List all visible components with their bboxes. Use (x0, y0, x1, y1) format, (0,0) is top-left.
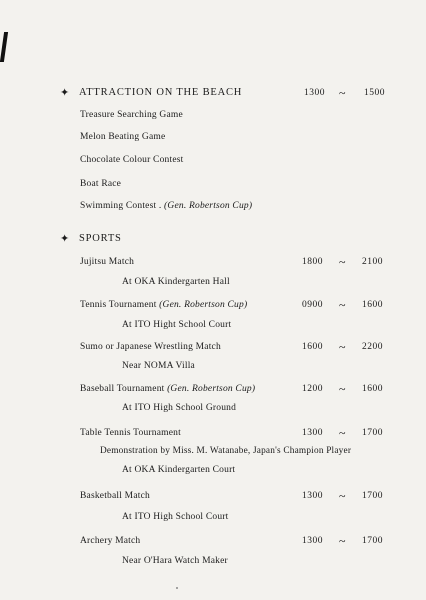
beach-item-label: Treasure Searching Game (80, 110, 183, 120)
event-start-time: 1600 (302, 342, 323, 352)
event-end-time: 1700 (362, 536, 383, 546)
beach-item (0, 107, 426, 129)
event-name: Archery Match (80, 536, 141, 546)
event-end-time: 1600 (362, 300, 383, 310)
event-end-time: 1700 (362, 491, 383, 501)
event-start-time: 1800 (302, 257, 323, 267)
event-end-time: 1600 (362, 384, 383, 394)
swimming-contest-label (80, 198, 252, 214)
event-basketball (0, 488, 426, 510)
event-start-time: 1200 (302, 384, 323, 394)
event-venue-line (0, 462, 426, 484)
event-end-time: 2100 (362, 257, 383, 267)
event-venue-line (0, 553, 426, 575)
event-venue: At ITO High School Court (122, 512, 229, 522)
beach-section-header (0, 85, 426, 107)
event-venue-line (0, 509, 426, 531)
edge-ink-mark (0, 32, 8, 62)
event-start-time: 1300 (302, 536, 323, 546)
event-time-separator: ~ (339, 534, 346, 548)
beach-end-time: 1500 (364, 88, 385, 98)
event-name-line (80, 381, 255, 397)
event-start-time: 1300 (302, 491, 323, 501)
event-venue-line (0, 274, 426, 296)
event-time-separator: ~ (339, 255, 346, 269)
event-name: Jujitsu Match (80, 257, 135, 267)
event-name-line (80, 297, 247, 313)
beach-item (0, 176, 426, 198)
event-venue-line (0, 400, 426, 422)
event-name: Tennis Tournament (80, 300, 157, 310)
event-time-separator: ~ (339, 340, 346, 354)
swimming-cup: (Gen. Robertson Cup) (164, 201, 253, 211)
beach-item-swimming (0, 198, 426, 220)
event-start-time: 1300 (302, 428, 323, 438)
event-time-separator: ~ (339, 298, 346, 312)
star-bullet-icon: ✦ (60, 87, 70, 99)
event-name: Baseball Tournament (80, 384, 165, 394)
event-venue-line (0, 358, 426, 380)
star-bullet-icon: ✦ (60, 233, 70, 245)
event-name: Table Tennis Tournament (80, 428, 181, 438)
event-venue-line (0, 317, 426, 339)
beach-time-separator: ~ (339, 86, 346, 100)
event-time-separator: ~ (339, 426, 346, 440)
event-demonstration: Demonstration by Miss. M. Watanabe, Japan's Champion Player (100, 446, 352, 456)
event-name: Basketball Match (80, 491, 150, 501)
event-start-time: 0900 (302, 300, 323, 310)
event-tennis (0, 297, 426, 319)
event-venue: At ITO High School Ground (122, 403, 237, 413)
beach-item-label: Melon Beating Game (80, 132, 166, 142)
event-end-time: 1700 (362, 428, 383, 438)
event-end-time: 2200 (362, 342, 383, 352)
event-venue: At OKA Kindergarten Court (122, 465, 236, 475)
event-jujitsu (0, 254, 426, 276)
event-venue: Near NOMA Villa (122, 361, 195, 371)
event-time-separator: ~ (339, 382, 346, 396)
beach-item (0, 129, 426, 151)
event-name: Sumo or Japanese Wrestling Match (80, 342, 221, 352)
event-cup: (Gen. Robertson Cup) (159, 300, 248, 310)
sports-section-title: SPORTS (79, 233, 122, 244)
paper-speck (176, 587, 178, 589)
beach-item-label: Chocolate Colour Contest (80, 155, 184, 165)
sports-section-header (0, 231, 426, 253)
event-venue: Near O'Hara Watch Maker (122, 556, 228, 566)
event-time-separator: ~ (339, 489, 346, 503)
event-venue: At OKA Kindergarten Hall (122, 277, 230, 287)
beach-start-time: 1300 (304, 88, 325, 98)
event-archery (0, 533, 426, 555)
event-cup: (Gen. Robertson Cup) (167, 384, 256, 394)
beach-item-label: Boat Race (80, 179, 122, 189)
event-venue: At ITO Hight School Court (122, 320, 232, 330)
swimming-label: Swimming Contest . (80, 201, 162, 211)
beach-section-title: ATTRACTION ON THE BEACH (79, 87, 243, 98)
beach-item (0, 152, 426, 174)
